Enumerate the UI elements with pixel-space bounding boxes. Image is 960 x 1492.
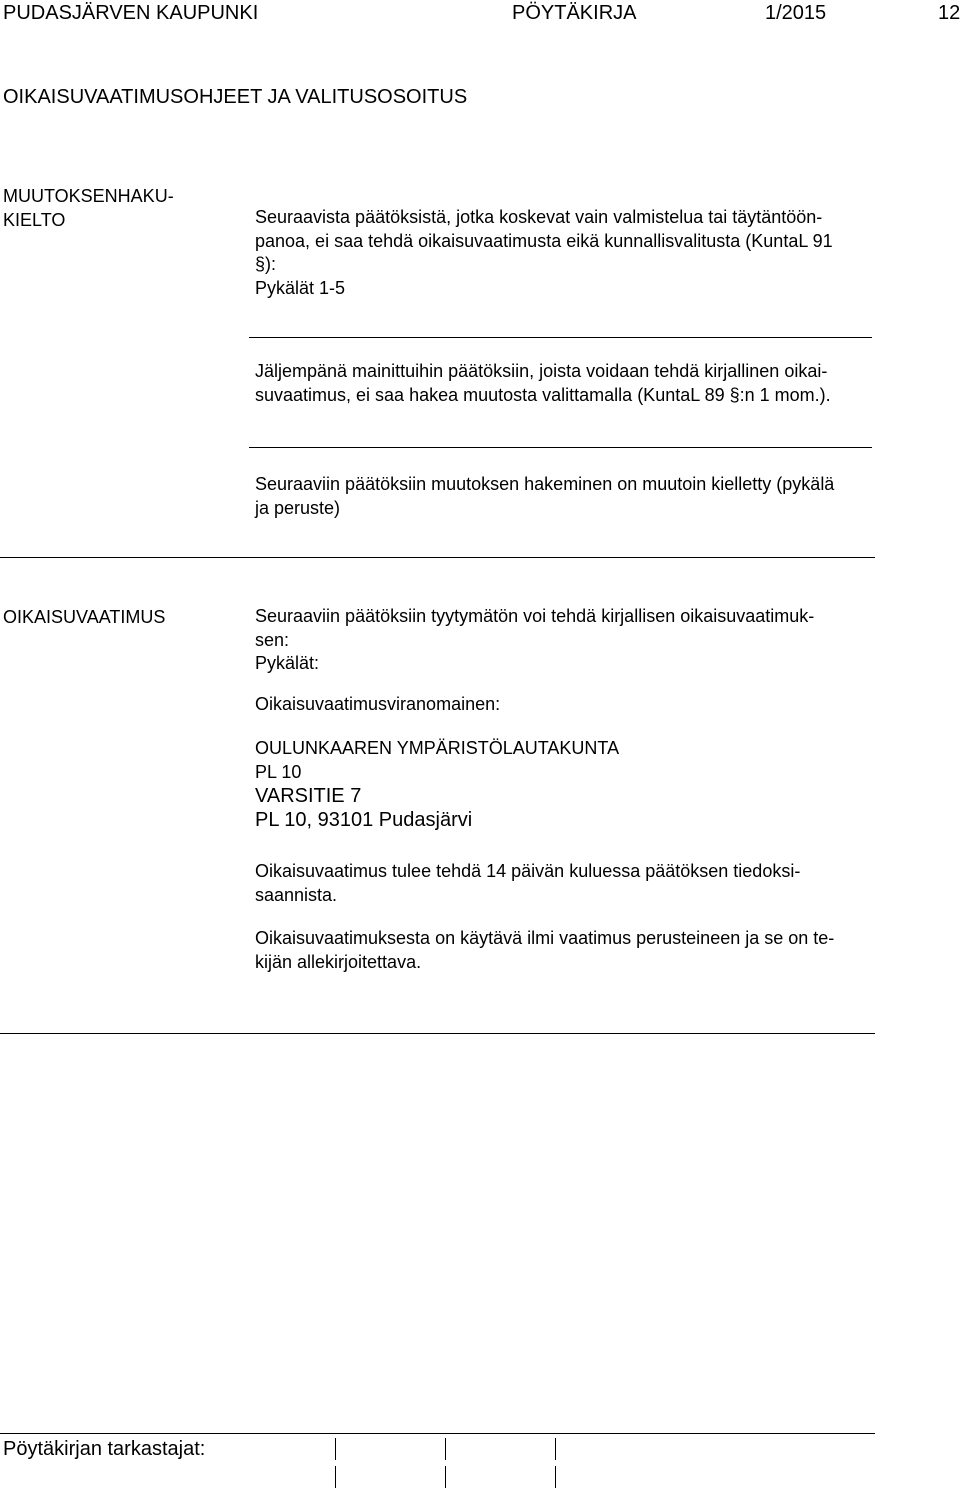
authority-address <box>255 737 880 832</box>
page-number: 12 <box>938 2 960 24</box>
section-divider <box>0 557 875 558</box>
section-label-line: KIELTO <box>3 210 66 230</box>
paragraph-line: Pykälät 1-5 <box>255 277 346 298</box>
org-name: PUDASJÄRVEN KAUPUNKI <box>3 2 259 24</box>
signature-field <box>335 1466 336 1488</box>
signature-field <box>445 1438 446 1460</box>
rectification-paragraph <box>255 605 880 676</box>
address-line: PL 10, 93101 Pudasjärvi <box>255 809 473 831</box>
paragraph-line: Seuraaviin päätöksiin tyytymätön voi tehdä kirjallisen oikaisuvaatimuk- <box>255 606 815 626</box>
issue-number: 1/2015 <box>765 2 827 24</box>
paragraph-line: Jäljempänä mainittuihin päätöksiin, joista voidaan tehdä kirjallinen oikai- <box>255 361 828 381</box>
authority-label <box>255 693 880 717</box>
paragraph-line: panoa, ei saa tehdä oikaisuvaatimusta eikä kunnallisvalitusta (KuntaL 91 <box>255 230 833 251</box>
paragraph-line: sen: <box>255 629 290 650</box>
section-label-rectification: OIKAISUVAATIMUS <box>3 607 166 627</box>
preparatory-decisions-paragraph <box>255 206 880 300</box>
section-label-appeal-ban <box>3 184 174 232</box>
paragraph-line: Oikaisuvaatimuksesta on käytävä ilmi vaatimus perusteineen ja se on te- <box>255 928 835 948</box>
no-appeal-paragraph <box>255 360 880 407</box>
section-divider <box>0 1033 875 1034</box>
otherwise-prohibited-paragraph <box>255 473 880 520</box>
paragraph-line: ja peruste) <box>255 497 341 518</box>
paragraph-line: suvaatimus, ei saa hakea muutosta valittamalla (KuntaL 89 §:n 1 mom.). <box>255 384 831 405</box>
section-label-line: MUUTOKSENHAKU- <box>3 186 174 206</box>
address-line: OULUNKAAREN YMPÄRISTÖLAUTAKUNTA <box>255 738 620 758</box>
paragraph-line: Seuraavista päätöksistä, jotka koskevat vain valmistelua tai täytäntöön- <box>255 207 823 227</box>
divider <box>249 447 872 448</box>
paragraph-line: Oikaisuvaatimus tulee tehdä 14 päivän kuluessa päätöksen tiedoksi- <box>255 861 801 881</box>
signature-field <box>335 1438 336 1460</box>
document-type: PÖYTÄKIRJA <box>512 2 637 24</box>
inspectors-label: Pöytäkirjan tarkastajat: <box>3 1438 206 1460</box>
paragraph-line: kijän allekirjoitettava. <box>255 951 422 972</box>
signature-field <box>555 1438 556 1460</box>
footer-divider <box>0 1433 875 1434</box>
paragraph-line: Oikaisuvaatimusviranomainen: <box>255 694 501 714</box>
address-line: PL 10 <box>255 761 302 782</box>
paragraph-line: saannista. <box>255 884 338 905</box>
page-title: OIKAISUVAATIMUSOHJEET JA VALITUSOSOITUS <box>3 86 468 108</box>
signature-field <box>555 1466 556 1488</box>
address-line: VARSITIE 7 <box>255 785 362 807</box>
paragraph-line: Seuraaviin päätöksiin muutoksen hakeminen on muutoin kielletty (pykälä <box>255 474 835 494</box>
signature-field <box>445 1466 446 1488</box>
divider <box>249 337 872 338</box>
content-requirements-paragraph <box>255 927 880 974</box>
deadline-paragraph <box>255 860 880 907</box>
paragraph-line: §): <box>255 254 277 274</box>
paragraph-line: Pykälät: <box>255 653 320 673</box>
